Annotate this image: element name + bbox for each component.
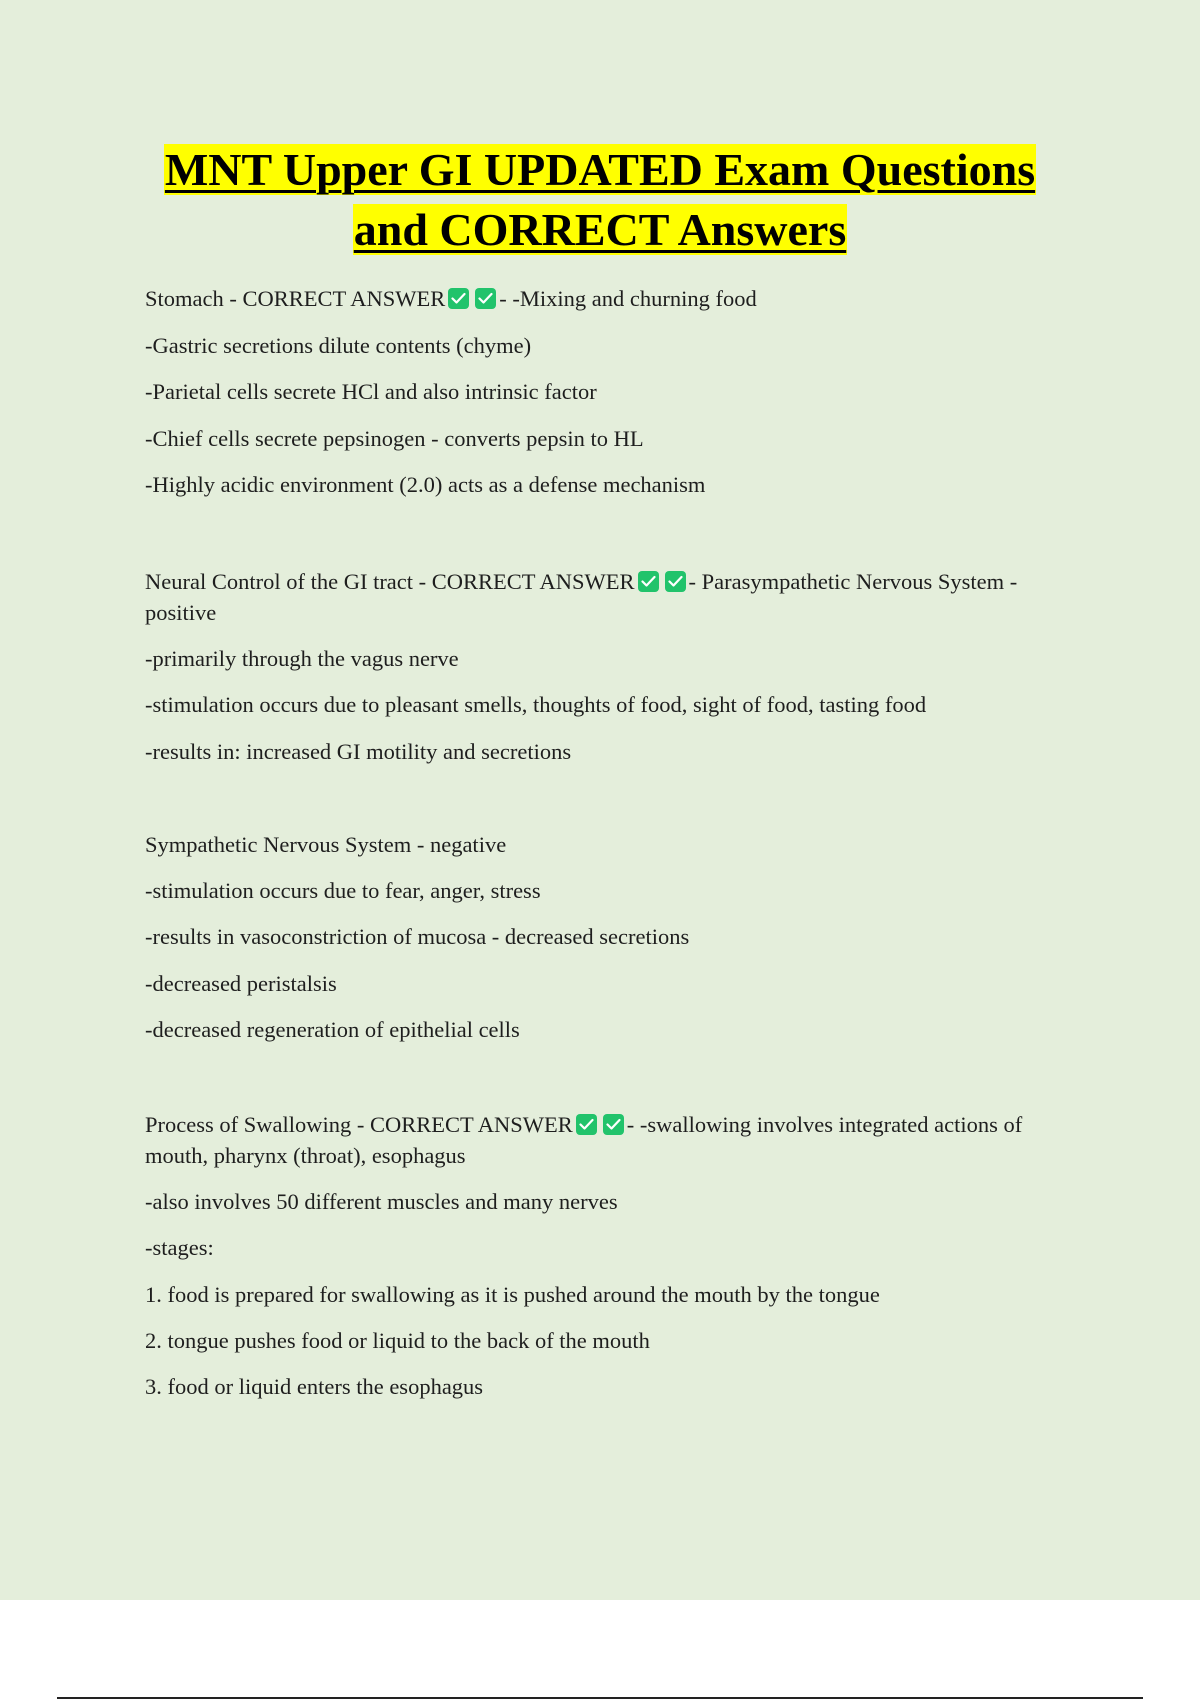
answer-line: -stimulation occurs due to fear, anger, stress <box>145 878 541 903</box>
answer-stomach: - -Mixing and churning food <box>499 286 757 311</box>
check-box-icon <box>475 288 496 309</box>
answer-line: -Chief cells secrete pepsinogen - converts pepsin to HL <box>145 426 644 451</box>
answer-line: -stimulation occurs due to pleasant smells, thoughts of food, sight of food, tasting food <box>145 692 927 717</box>
check-box-icon <box>603 1114 624 1135</box>
qa-swallowing-question <box>145 1109 1085 1171</box>
answer-line: -results in vasoconstriction of mucosa - decreased secretions <box>145 924 690 949</box>
check-box-icon <box>448 288 469 309</box>
correct-answer-label: CORRECT ANSWER <box>242 286 446 311</box>
answer-line: -primarily through the vagus nerve <box>145 646 459 671</box>
answer-line: -Gastric secretions dilute contents (chyme) <box>145 333 532 358</box>
answer-line: -decreased regeneration of epithelial cells <box>145 1017 520 1042</box>
footer-divider <box>57 1697 1143 1699</box>
answer-line: 3. food or liquid enters the esophagus <box>145 1374 484 1399</box>
answer-line: -stages: <box>145 1235 214 1260</box>
answer-line: -also involves 50 different muscles and many nerves <box>145 1189 618 1214</box>
qa-neural-question <box>145 566 1085 628</box>
check-box-icon <box>665 571 686 592</box>
title-line-1: MNT Upper GI UPDATED Exam Questions <box>164 144 1036 195</box>
correct-answer-label: CORRECT ANSWER <box>369 1112 573 1137</box>
answer-line: -results in: increased GI motility and secretions <box>145 739 572 764</box>
answer-swallowing: - -swallowing involves integrated actions of mouth, pharynx (throat), esophagus <box>145 1112 1023 1168</box>
answer-line: -decreased peristalsis <box>145 971 337 996</box>
term-swallowing: Process of Swallowing - <box>145 1112 370 1137</box>
answer-neural: - Parasympathetic Nervous System - positive <box>145 569 1018 625</box>
term-stomach: Stomach - <box>145 286 243 311</box>
correct-answer-label: CORRECT ANSWER <box>431 569 635 594</box>
title-line-2: and CORRECT Answers <box>353 204 847 255</box>
answer-line: 2. tongue pushes food or liquid to the back of the mouth <box>145 1328 650 1353</box>
check-box-icon <box>576 1114 597 1135</box>
qa-stomach-question <box>145 283 1085 314</box>
check-box-icon <box>638 571 659 592</box>
answer-line: Sympathetic Nervous System - negative <box>145 832 507 857</box>
answer-line: 1. food is prepared for swallowing as it is pushed around the mouth by the tongue <box>145 1282 880 1307</box>
answer-line: -Parietal cells secrete HCl and also intrinsic factor <box>145 379 597 404</box>
term-neural: Neural Control of the GI tract - <box>145 569 432 594</box>
answer-line: -Highly acidic environment (2.0) acts as a defense mechanism <box>145 472 706 497</box>
document-title <box>100 140 1100 260</box>
